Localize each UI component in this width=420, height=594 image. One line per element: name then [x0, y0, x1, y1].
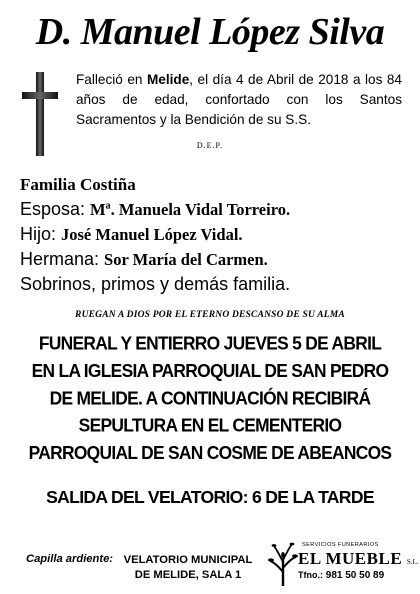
funeral-home-brand — [298, 549, 419, 569]
funeral-line: FUNERAL Y ENTIERRO JUEVES 5 DE ABRIL — [38, 332, 382, 354]
chapel-place-line: DE MELIDE, SALA 1 — [134, 569, 242, 581]
funeral-home-phone — [298, 570, 384, 581]
family-row-value: Mª. Manuela Vidal Torreiro. — [90, 200, 291, 219]
family-row-sister — [20, 247, 410, 272]
family-row-son — [20, 222, 410, 247]
family-others: Sobrinos, primos y demás familia. — [20, 274, 291, 294]
family-row-label: Hermana: — [20, 249, 105, 269]
funeral-line: PARROQUIAL DE SAN COSME DE ABEANCOS — [28, 442, 392, 464]
family-name: Familia Costiña — [20, 175, 136, 194]
death-place: Melide — [146, 72, 190, 87]
family-row-label: Hijo: — [20, 224, 62, 244]
funeral-home-name: EL MUEBLE — [298, 549, 403, 568]
prayer-line: RUEGAN A DIOS POR EL ETERNO DESCANSO DE SU ALMA — [75, 310, 345, 320]
deceased-name: D. Manuel López Silva — [35, 11, 385, 53]
family-row-label: Esposa: — [20, 199, 91, 219]
funeral-announcement — [8, 330, 412, 467]
family-row-value: José Manuel López Vidal. — [61, 225, 243, 244]
phone-label: Tfno.: — [298, 570, 323, 580]
tree-logo-icon — [268, 542, 298, 586]
family-name-row — [20, 172, 410, 197]
family-row-value: Sor María del Carmen. — [104, 250, 268, 269]
wake-departure: SALIDA DEL VELATORIO: 6 DE LA TARDE — [46, 487, 374, 507]
chapel-place — [118, 553, 258, 583]
family-row-spouse — [20, 197, 410, 222]
funeral-line: EN LA IGLESIA PARROQUIAL DE SAN PEDRO — [31, 360, 389, 382]
phone-number: 981 50 50 89 — [325, 570, 385, 581]
funeral-line: DE MELIDE. A CONTINUACIÓN RECIBIRÁ — [49, 387, 371, 409]
chapel-place-line: VELATORIO MUNICIPAL — [123, 554, 253, 566]
funeral-services-label: SERVICIOS FUNERARIOS — [302, 542, 379, 548]
funeral-line: SEPULTURA EN EL CEMENTERIO — [78, 414, 342, 436]
death-notice-text-before: Falleció en — [76, 72, 147, 87]
dep-abbreviation: D.E.P. — [196, 141, 224, 150]
chapel-label: Capilla ardiente: — [26, 553, 114, 565]
family-list — [20, 172, 410, 297]
death-notice-text-after: , el día 4 de Abril de 2018 a los 84 años de edad, confortado con los Santos Sacramentos y la Bendición de su S.S. — [76, 72, 402, 127]
funeral-home-logo — [268, 542, 419, 588]
funeral-home-suffix: S.L. — [406, 558, 419, 566]
death-notice — [76, 70, 402, 130]
family-row-others — [20, 272, 410, 297]
